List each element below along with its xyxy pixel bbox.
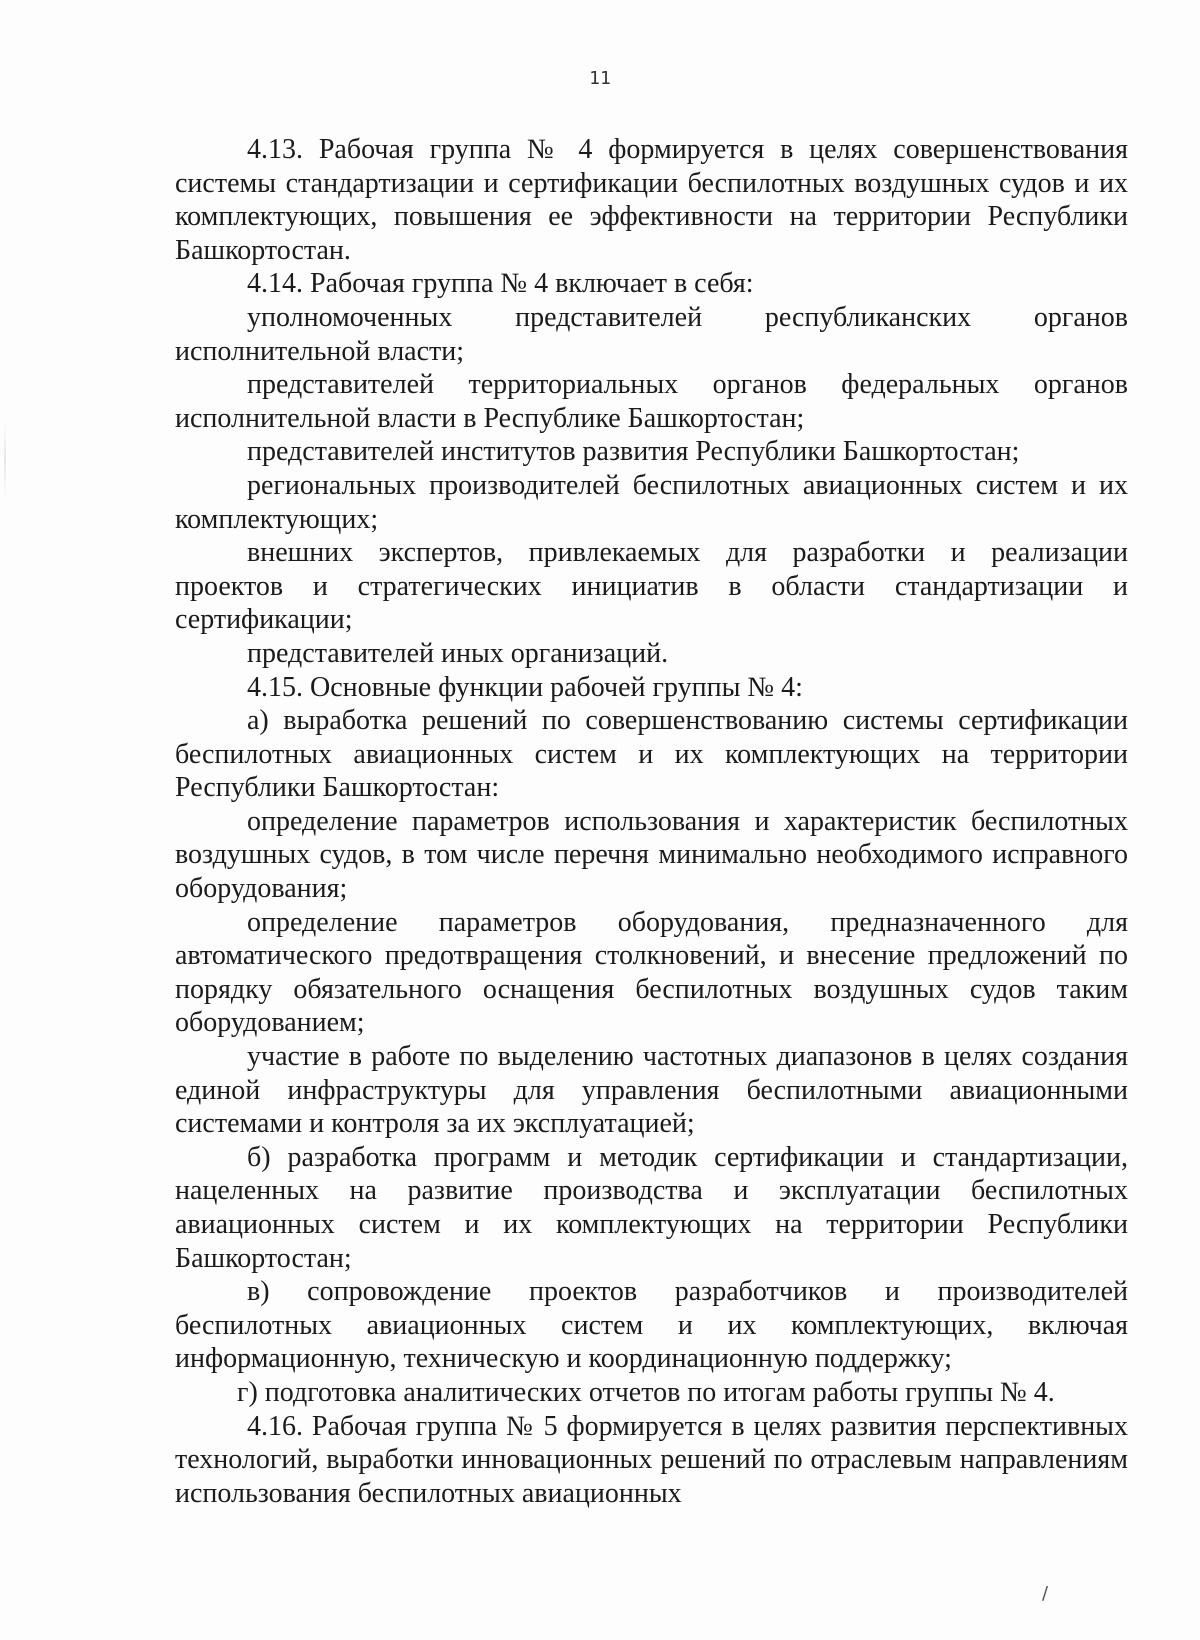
paragraph-4-13: 4.13. Рабочая группа № 4 формируется в целях совершенствования системы стандартизации и сертификации беспилотных воздушных судов и их комплектующих, повышения ее эффективности на территории Республики Башкортостан. [175, 134, 1128, 266]
list-item-external-experts: внешних экспертов, привлекаемых для разработки и реализации проектов и стратегических инициатив в области стандартизации и сертификации; [175, 537, 1128, 636]
list-item-republican-bodies: уполномоченных представителей республиканских органов исполнительной власти; [175, 301, 1128, 367]
function-a-parameters: определение параметров использования и характеристик беспилотных воздушных судов, в том числе перечня минимально необходимого исправного оборудования; [175, 805, 1128, 905]
page-number: 11 [589, 68, 611, 89]
list-item-development-institutes: представителей институтов развития Республики Башкортостан; [247, 436, 1020, 468]
function-a-frequency-ranges: участие в работе по выделению частотных диапазонов в целях создания единой инфраструктуры для управления беспилотными авиационными системами и контроля за их эксплуатацией; [175, 1041, 1128, 1140]
function-g: г) подготовка аналитических отчетов по итогам работы группы № 4. [237, 1376, 1055, 1408]
document-body [175, 133, 1128, 1510]
paragraph-4-16: 4.16. Рабочая группа № 5 формируется в целях развития перспективных технологий, выработки инновационных решений по отраслевым направлениям использования беспилотных авиационных [175, 1410, 1128, 1509]
list-item-regional-manufacturers: региональных производителей беспилотных авиационных систем и их комплектующих; [175, 469, 1128, 535]
function-b: б) разработка программ и методик сертификации и стандартизации, нацеленных на развитие производства и эксплуатации беспилотных авиационных систем и их комплектующих на территории Республики Башкортостан; [175, 1141, 1128, 1274]
list-item-other-organizations: представителей иных организаций. [247, 637, 669, 669]
paragraph-4-14: 4.14. Рабочая группа № 4 включает в себя: [247, 268, 754, 300]
function-a-collision-equipment: определение параметров оборудования, предназначенного для автоматического предотвращения столкновений, и внесение предложений по порядку обязательного оснащения беспилотных воздушных судов таким оборудованием; [175, 906, 1128, 1039]
paragraph-4-15: 4.15. Основные функции рабочей группы № 4: [247, 671, 803, 703]
function-a: а) выработка решений по совершенствованию системы сертификации беспилотных авиационных систем и их комплектующих на территории Республики Башкортостан: [175, 705, 1128, 804]
scan-edge-artifact [4, 420, 6, 500]
list-item-territorial-bodies: представителей территориальных органов федеральных органов исполнительной власти в Республике Башкортостан; [175, 369, 1128, 434]
function-v: в) сопровождение проектов разработчиков и производителей беспилотных авиационных систем и их комплектующих, включая информационную, техническую и координационную поддержку; [175, 1276, 1128, 1375]
stray-pen-mark: / [1042, 1583, 1049, 1604]
